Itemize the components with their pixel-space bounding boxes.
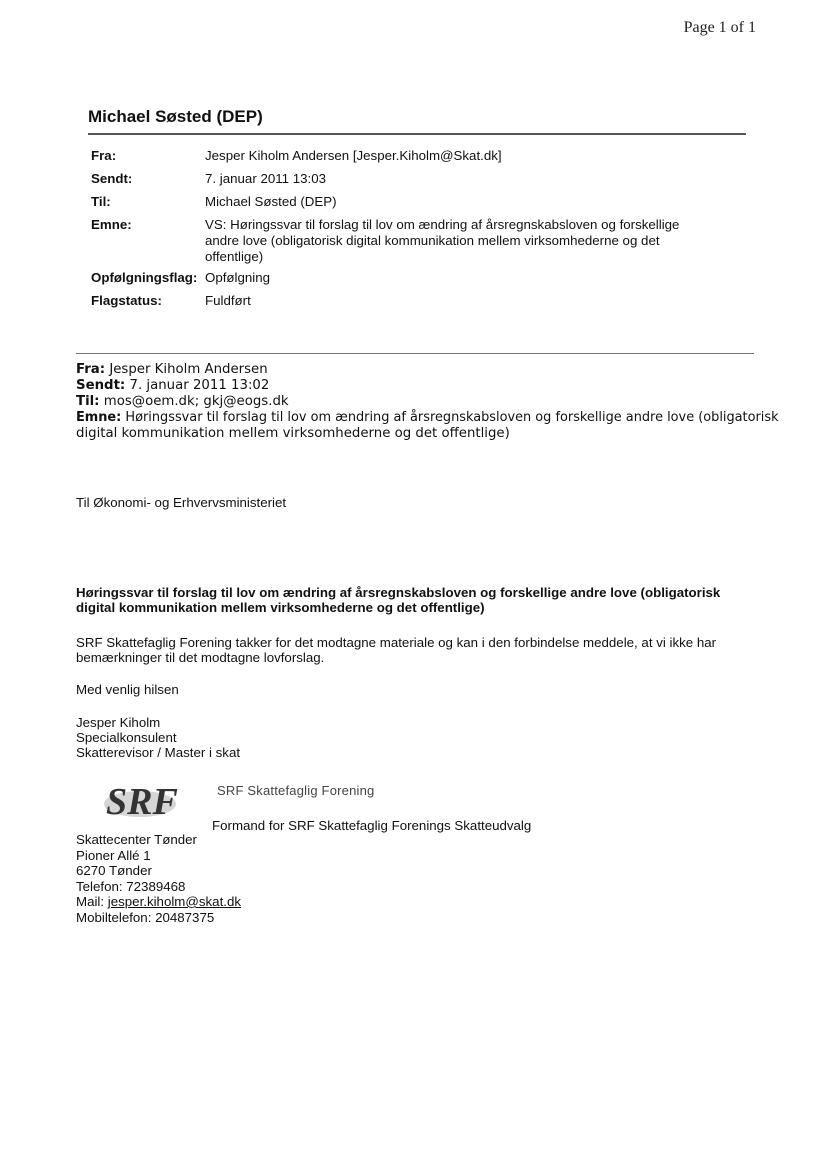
to-value: Michael Søsted (DEP) — [205, 194, 337, 209]
fwd-sent-value: 7. januar 2011 13:02 — [129, 378, 270, 393]
mailbox-owner-title: Michael Søsted (DEP) — [88, 107, 263, 126]
sent-label: Sendt: — [91, 171, 133, 186]
mobile: Mobiltelefon: 20487375 — [76, 909, 215, 925]
forward-divider — [76, 353, 754, 354]
address-block — [76, 832, 241, 925]
fwd-subject-label: Emne: — [76, 410, 122, 425]
fwd-sent-label: Sendt: — [76, 378, 126, 393]
signature-title: Skatterevisor / Master i skat — [76, 745, 241, 760]
fwd-from-label: Fra: — [76, 362, 106, 377]
to-label: Til: — [91, 194, 111, 209]
greeting: Til Økonomi- og Erhvervsministeriet — [76, 495, 287, 510]
flagstatus-label: Flagstatus: — [91, 293, 162, 308]
office: Skattecenter Tønder — [76, 832, 197, 847]
sent-value: 7. januar 2011 13:03 — [205, 171, 327, 186]
from-label: Fra: — [91, 148, 117, 163]
mail-row — [76, 894, 241, 910]
fwd-to-value: mos@oem.dk; gkj@eogs.dk — [103, 394, 289, 409]
subject-line: offentlige) — [205, 249, 264, 264]
fwd-to-label: Til: — [76, 394, 100, 409]
fwd-from-value: Jesper Kiholm Andersen — [109, 362, 268, 377]
followup-label: Opfølgningsflag: — [91, 270, 198, 285]
forwarded-header — [76, 362, 779, 442]
page-number: Page 1 of 1 — [683, 19, 756, 36]
subject-line: VS: Høringssvar til forslag til lov om ændring af årsregnskabsloven og forskellige — [205, 217, 680, 232]
street: Pioner Allé 1 — [76, 847, 151, 863]
subject-label: Emne: — [91, 217, 132, 232]
fwd-subject-line2: digital kommunikation mellem virksomhederne og det offentlige) — [76, 426, 510, 441]
chair-title: Formand for SRF Skattefaglig Forenings Skatteudvalg — [212, 818, 532, 833]
srf-logo-icon — [100, 776, 190, 822]
fwd-subject-value: Høringssvar til forslag til lov om ændring af årsregnskabsloven og forskellige andre love (obligatorisk — [125, 410, 779, 425]
body-paragraph-line: SRF Skattefaglig Forening takker for det modtagne materiale og kan i den forbindelse meddele, at vi ikke har — [76, 635, 717, 650]
body-subject-line: digital kommunikation mellem virksomhederne og det offentlige) — [76, 600, 485, 615]
mail-link[interactable]: jesper.kiholm@skat.dk — [107, 894, 242, 909]
organization-name: SRF Skattefaglig Forening — [217, 783, 375, 798]
body-subject — [76, 585, 766, 615]
signature-block — [76, 715, 240, 760]
srf-logo-text: SRF — [106, 781, 178, 822]
subject-value — [205, 217, 725, 265]
signature-name: Jesper Kiholm — [76, 715, 161, 730]
body-paragraph — [76, 635, 766, 665]
closing: Med venlig hilsen — [76, 682, 179, 697]
signature-title: Specialkonsulent — [76, 730, 177, 745]
flagstatus-value: Fuldført — [205, 293, 251, 308]
body-paragraph-line: bemærkninger til det modtagne lovforslag. — [76, 650, 325, 665]
header-divider — [88, 133, 746, 135]
subject-line: andre love (obligatorisk digital kommunikation mellem virksomhederne og det — [205, 233, 660, 248]
city: 6270 Tønder — [76, 863, 152, 878]
followup-value: Opfølgning — [205, 270, 271, 285]
from-value: Jesper Kiholm Andersen [Jesper.Kiholm@Skat.dk] — [205, 148, 502, 163]
body-subject-line: Høringssvar til forslag til lov om ændring af årsregnskabsloven og forskellige andre love (obligatorisk — [76, 585, 721, 600]
mail-label: Mail: — [76, 894, 108, 909]
phone: Telefon: 72389468 — [76, 878, 186, 894]
